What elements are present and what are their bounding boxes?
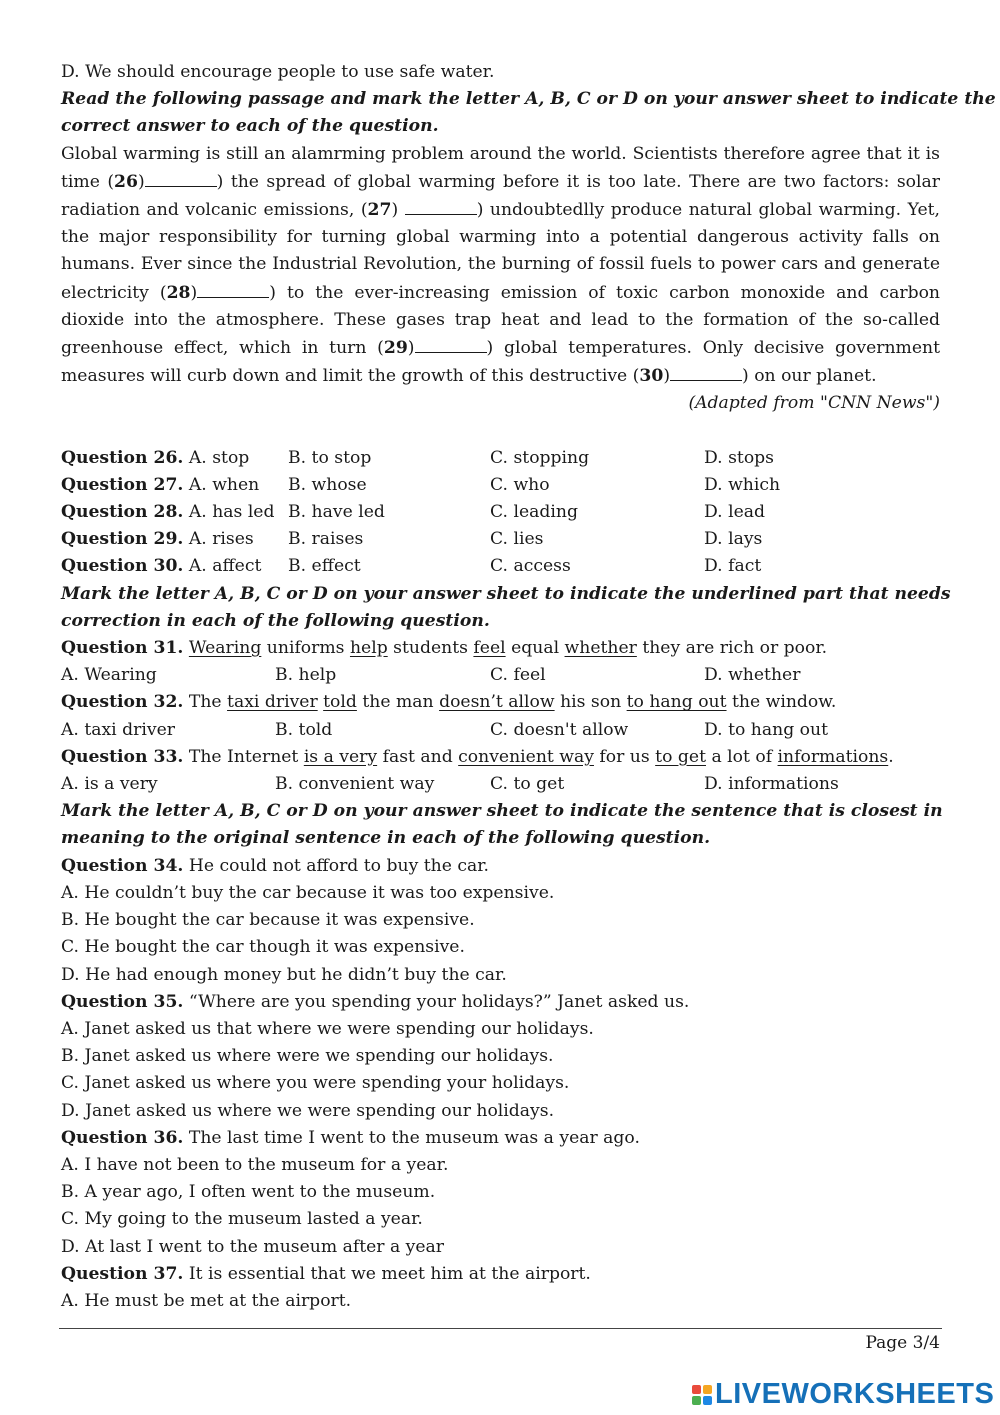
option-a[interactable]: A. Wearing [61,665,157,686]
option-a[interactable]: A. Janet asked us that where we were spending our holidays. [61,1018,594,1039]
option-d[interactable]: D. fact [704,556,762,577]
option-a[interactable]: A. stop [188,447,250,468]
question-26: Question 26. A. stop B. to stop C. stopping D. stops [61,445,940,472]
option-c[interactable]: C. feel [490,665,546,686]
section1-instruction-2: correct answer to each of the question. [61,116,439,137]
option-a[interactable]: A. is a very [61,774,158,795]
logo-square-green [692,1396,701,1405]
option-b[interactable]: B. effect [288,556,361,577]
question-35: Question 35. “Where are you spending your holidays?” Janet asked us. [61,991,690,1012]
option-c[interactable]: C. lies [490,529,544,550]
question-32-options [61,717,940,744]
liveworksheets-logo[interactable] [692,1378,994,1411]
question-37: Question 37. It is essential that we meet him at the airport. [61,1263,591,1284]
question-28: Question 28. A. has led B. have led C. leading D. lead [61,499,940,526]
option-b[interactable]: B. convenient way [275,774,435,795]
logo-grid-icon [692,1385,712,1405]
option-d[interactable]: D. whether [704,665,801,686]
logo-text: LIVEWORKSHEETS [715,1378,995,1410]
option-c[interactable]: C. who [490,474,550,495]
logo-square-orange [703,1385,712,1394]
option-d[interactable]: D. which [704,474,781,495]
option-a[interactable]: A. has led [188,502,275,523]
section2-instruction-1: Mark the letter A, B, C or D on your answer sheet to indicate the underlined part that needs [61,583,951,604]
blank-28[interactable] [197,279,269,298]
option-a[interactable]: A. affect [188,556,262,577]
option-b[interactable]: B. to stop [288,447,372,468]
top-line: D. We should encourage people to use safe water. [61,62,495,82]
option-b[interactable]: B. help [275,665,337,686]
option-a[interactable]: A. when [188,474,260,495]
question-27: Question 27. A. when B. whose C. who D. which [61,472,940,499]
option-c[interactable]: C. to get [490,774,565,795]
blank-30[interactable] [670,362,742,381]
option-b[interactable]: B. He bought the car because it was expensive. [61,910,475,931]
option-c[interactable]: C. stopping [490,447,590,468]
option-d[interactable]: D. stops [704,447,774,468]
option-b[interactable]: B. whose [288,474,367,495]
option-b[interactable]: B. A year ago, I often went to the museum. [61,1182,436,1203]
option-c[interactable]: C. Janet asked us where you were spending your holidays. [61,1073,570,1094]
option-c[interactable]: C. He bought the car though it was expensive. [61,937,465,958]
reading-passage: Global warming is still an alamrming problem around the world. Scientists therefore agree that it is time (26) ) the spread of global warming before it is too late. There are two factors: solar radiation and volcanic emissions, (27) ) undoubtedlly produce natural global warming. Yet, the major responsibility for turning global warming into a potential dangerous activity falls on humans. Ever since the Industrial Revolution, the burning of fossil fuels to power cars and generate electricity (28) ) to the ever-increasing emission of toxic carbon monoxide and carbon dioxide into the atmosphere. These gases trap heat and lead to the formation of the so-called greenhouse effect, which in turn (29) ) global temperatures. Only decisive government measures will curb down and limit the growth of this destructive (30) ) on our planet. [61,143,941,387]
option-d[interactable]: D. lays [704,529,763,550]
question-33-options [61,771,940,798]
passage-source: (Adapted from "CNN News") [688,393,940,414]
question-32: Question 32. The taxi driver told the man doesn’t allow his son to hang out the window. [61,692,837,713]
footer-divider [59,1328,942,1329]
option-a[interactable]: A. I have not been to the museum for a year. [61,1154,449,1175]
option-d[interactable]: D. informations [704,774,839,795]
option-c[interactable]: C. My going to the museum lasted a year. [61,1209,423,1230]
question-33: Question 33. The Internet is a very fast and convenient way for us to get a lot of informations. [61,746,894,767]
logo-square-blue [703,1396,712,1405]
question-31-options [61,662,940,689]
section2-instruction-2: correction in each of the following question. [61,610,490,631]
blank-29[interactable] [415,334,487,353]
option-a[interactable]: A. He couldn’t buy the car because it was too expensive. [61,882,555,903]
option-b[interactable]: B. Janet asked us where were we spending our holidays. [61,1046,554,1067]
option-c[interactable]: C. doesn't allow [490,719,629,740]
logo-square-red [692,1385,701,1394]
option-b[interactable]: B. raises [288,529,364,550]
option-a[interactable]: A. He must be met at the airport. [61,1290,352,1311]
option-d[interactable]: D. He had enough money but he didn’t buy the car. [61,964,507,985]
section3-instruction-2: meaning to the original sentence in each of the following question. [61,828,711,849]
question-29: Question 29. A. rises B. raises C. lies D. lays [61,526,940,553]
option-b[interactable]: B. have led [288,502,385,523]
option-a[interactable]: A. taxi driver [61,719,175,740]
option-d[interactable]: D. to hang out [704,719,828,740]
option-d[interactable]: D. lead [704,502,766,523]
option-c[interactable]: C. access [490,556,571,577]
option-a[interactable]: A. rises [188,529,254,550]
option-d[interactable]: D. At last I went to the museum after a year [61,1236,445,1257]
section1-instruction-1: Read the following passage and mark the letter A, B, C or D on your answer sheet to indicate the [61,89,996,110]
question-36: Question 36. The last time I went to the museum was a year ago. [61,1127,640,1148]
page-number: Page 3/4 [865,1333,940,1353]
blank-27[interactable] [405,196,477,215]
worksheet-page [61,59,996,1315]
option-b[interactable]: B. told [275,719,333,740]
question-34: Question 34. He could not afford to buy the car. [61,855,490,876]
option-d[interactable]: D. Janet asked us where we were spending our holidays. [61,1100,555,1121]
section3-instruction-1: Mark the letter A, B, C or D on your answer sheet to indicate the sentence that is closest in [61,801,943,822]
question-30: Question 30. A. affect B. effect C. access D. fact [61,553,940,580]
option-c[interactable]: C. leading [490,502,578,523]
question-31: Question 31. Wearing uniforms help students feel equal whether they are rich or poor. [61,638,828,659]
blank-26[interactable] [145,168,217,187]
